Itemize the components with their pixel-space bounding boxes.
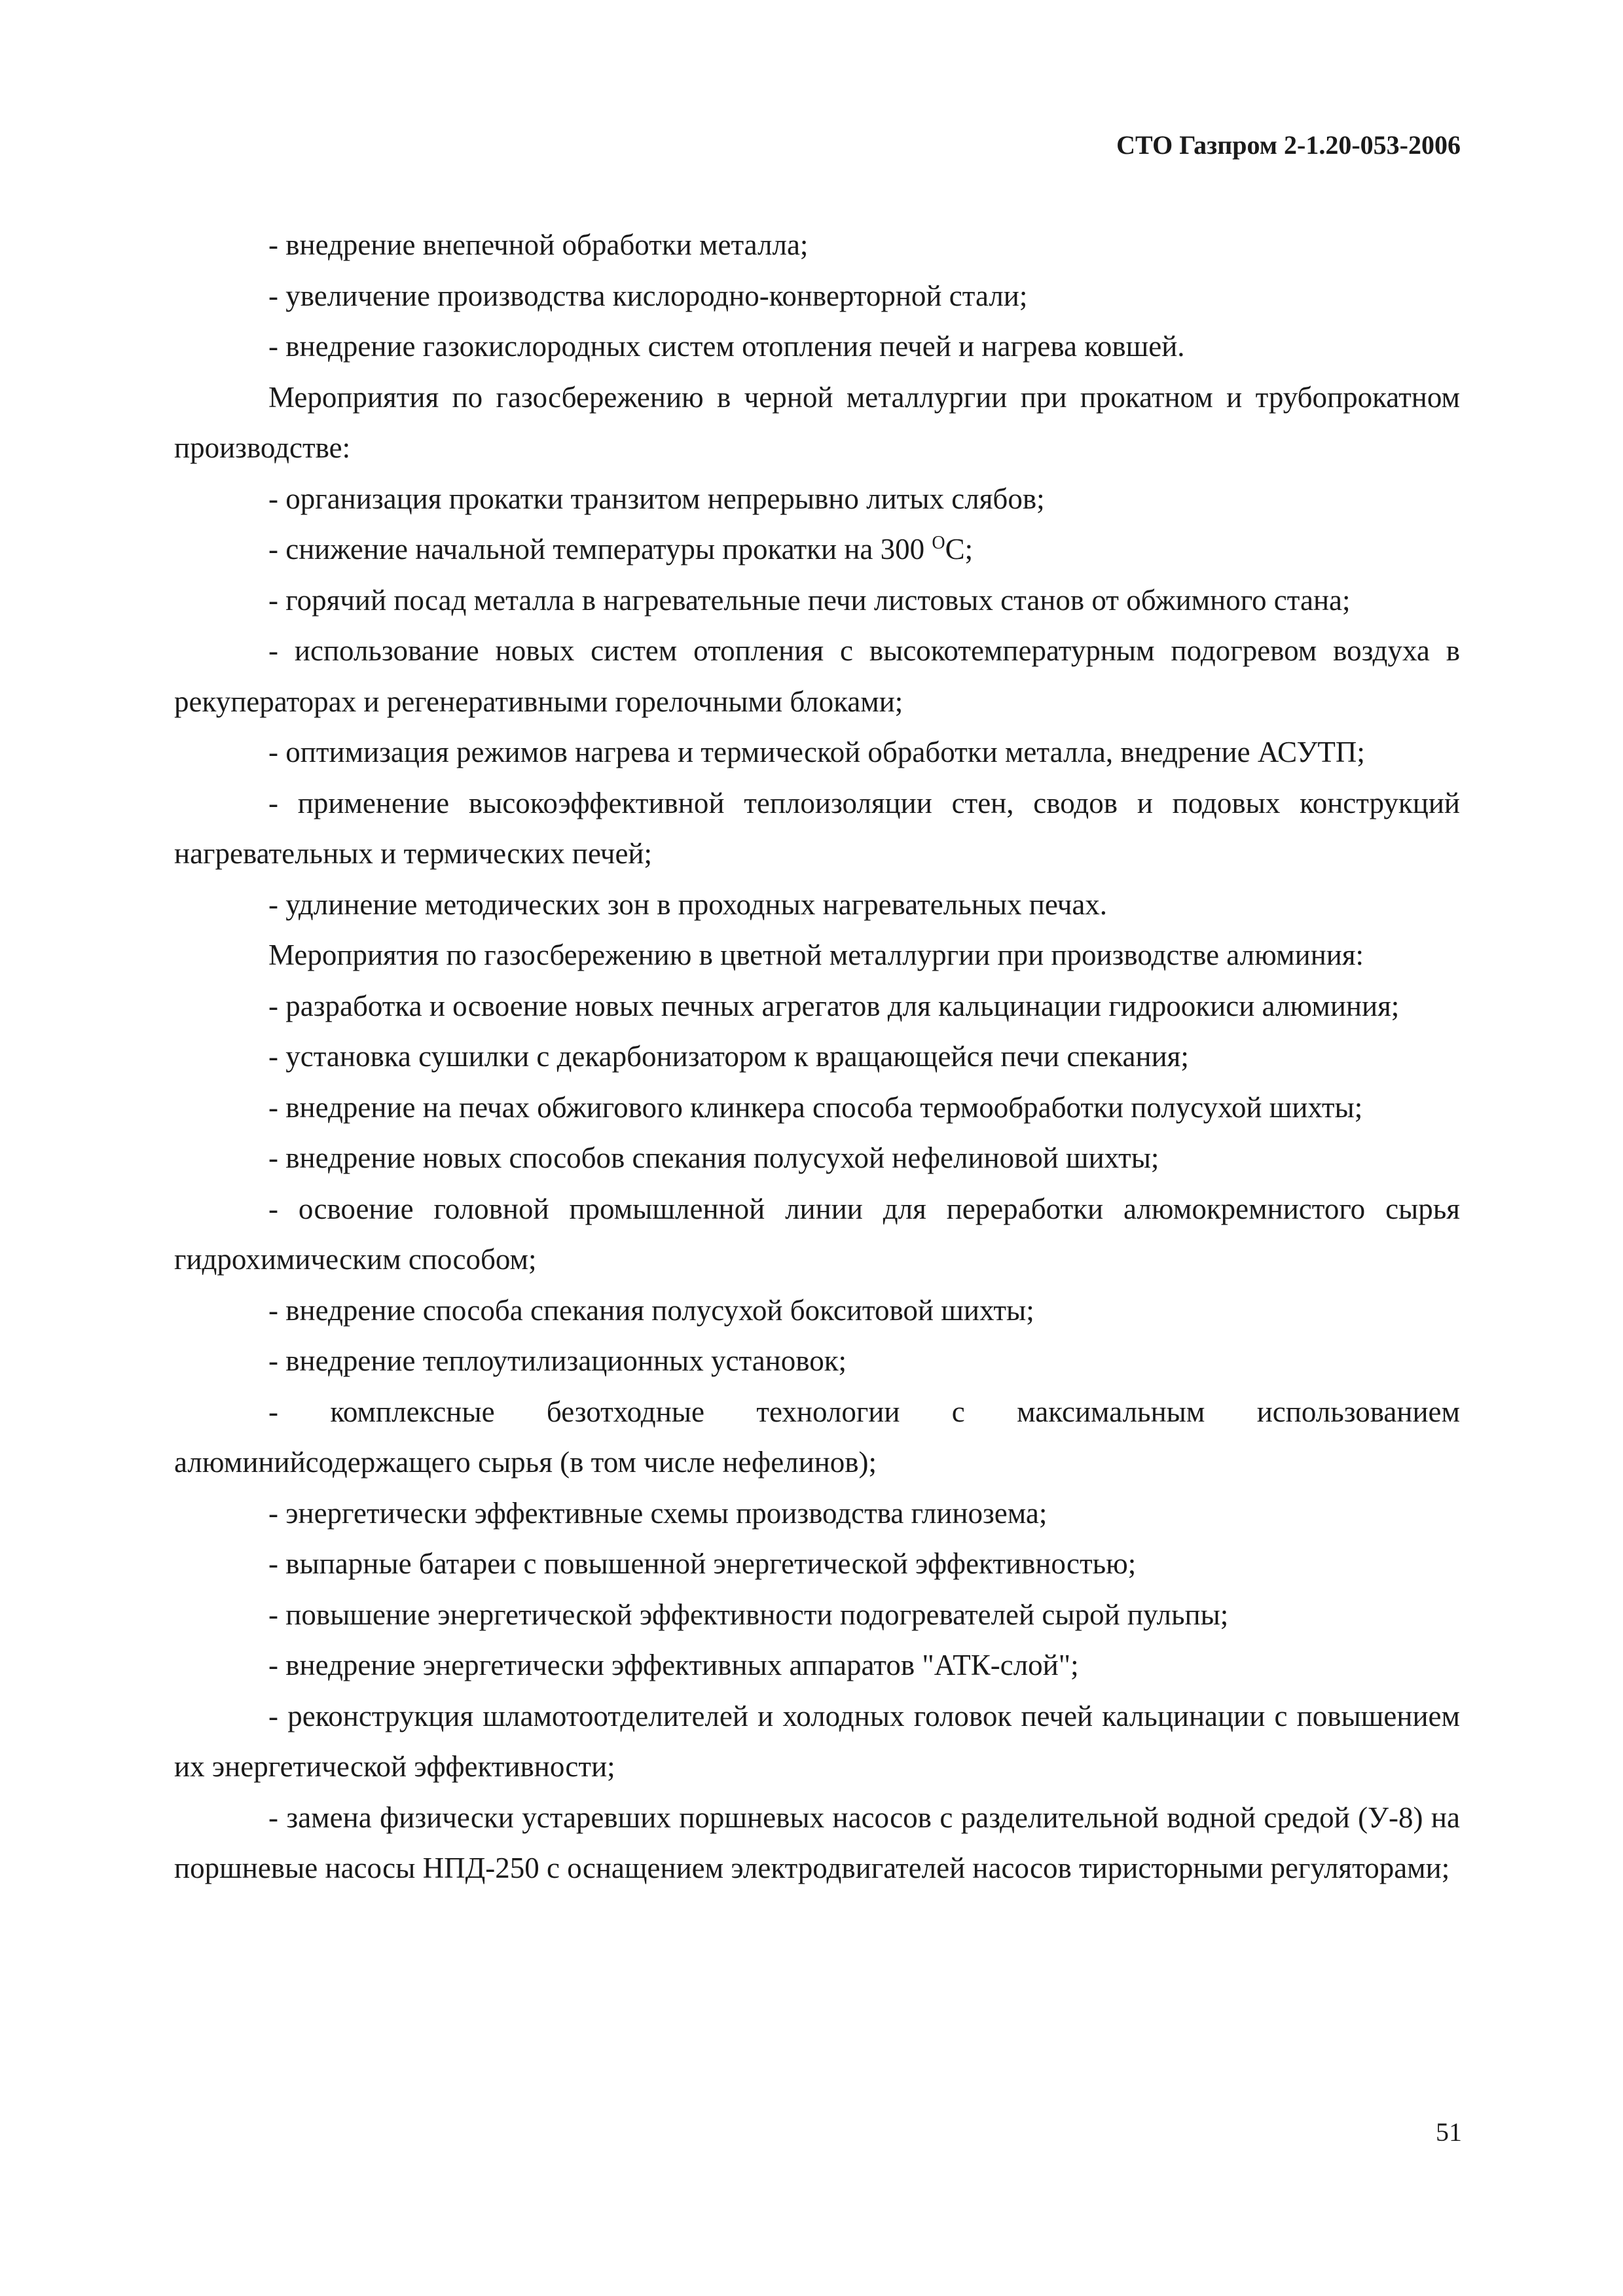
document-body <box>174 220 1460 1894</box>
paragraph: - замена физически устаревших поршневых насосов с разделительной водной средой (У-8) на поршневые насосы НПД-250 с оснащением электродвигателей насосов тиристорными регуляторами; <box>174 1801 1460 1884</box>
paragraph: - увеличение производства кислородно-конверторной стали; <box>268 279 1028 312</box>
paragraph: - реконструкция шламотоотделителей и холодных головок печей кальцинации с повышением их энергетической эффективности; <box>174 1699 1460 1783</box>
paragraph: - горячий посад металла в нагревательные печи листовых станов от обжимного стана; <box>268 583 1351 617</box>
paragraph: - энергетически эффективные схемы производства глинозема; <box>268 1496 1048 1530</box>
paragraph: - установка сушилки с декарбонизатором к вращающейся печи спекания; <box>268 1040 1189 1073</box>
paragraph: Мероприятия по газосбережению в цветной металлургии при производстве алюминия: <box>268 939 1364 971</box>
paragraph: - внедрение газокислородных систем отопления печей и нагрева ковшей. <box>268 330 1185 363</box>
paragraph-text: - снижение начальной температуры прокатки на 300 <box>268 533 932 565</box>
paragraph: - повышение энергетической эффективности подогревателей сырой пульпы; <box>268 1598 1229 1631</box>
paragraph: - применение высокоэффективной теплоизоляции стен, сводов и подовых конструкций нагревательных и термических печей; <box>174 786 1460 870</box>
page-number: 51 <box>1436 2117 1462 2147</box>
paragraph: Мероприятия по газосбережению в черной металлургии при прокатном и трубопрокатном производстве: <box>174 380 1460 464</box>
paragraph: - организация прокатки транзитом непрерывно литых слябов; <box>268 482 1045 515</box>
paragraph: - внедрение теплоутилизационных установок; <box>268 1344 847 1377</box>
paragraph: - освоение головной промышленной линии для переработки алюмокремнистого сырья гидрохимическим способом; <box>174 1192 1460 1276</box>
paragraph: - внедрение энергетически эффективных аппаратов "АТК-слой"; <box>268 1649 1079 1681</box>
paragraph: - внедрение на печах обжигового клинкера способа термообработки полусухой шихты; <box>268 1090 1363 1124</box>
paragraph <box>174 524 1460 575</box>
paragraph: - оптимизация режимов нагрева и термической обработки металла, внедрение АСУТП; <box>268 736 1365 768</box>
paragraph: - комплексные безотходные технологии с максимальным использованием алюминийсодержащего сырья (в том числе нефелинов); <box>174 1395 1460 1479</box>
paragraph: - внедрение новых способов спекания полусухой нефелиновой шихты; <box>268 1141 1159 1174</box>
paragraph: - удлинение методических зон в проходных нагревательных печах. <box>268 888 1108 921</box>
document-header: СТО Газпром 2-1.20-053-2006 <box>1116 130 1461 160</box>
paragraph: - выпарные батареи с повышенной энергетической эффективностью; <box>268 1547 1137 1580</box>
paragraph: - внедрение внепечной обработки металла; <box>268 228 809 261</box>
paragraph: - разработка и освоение новых печных агрегатов для кальцинации гидроокиси алюминия; <box>268 989 1400 1022</box>
temperature-unit: С; <box>945 533 974 565</box>
paragraph: - внедрение способа спекания полусухой бокситовой шихты; <box>268 1293 1034 1327</box>
degree-superscript: О <box>932 533 945 553</box>
paragraph: - использование новых систем отопления с высокотемпературным подогревом воздуха в рекуператорах и регенеративными горелочными блоками; <box>174 634 1460 718</box>
